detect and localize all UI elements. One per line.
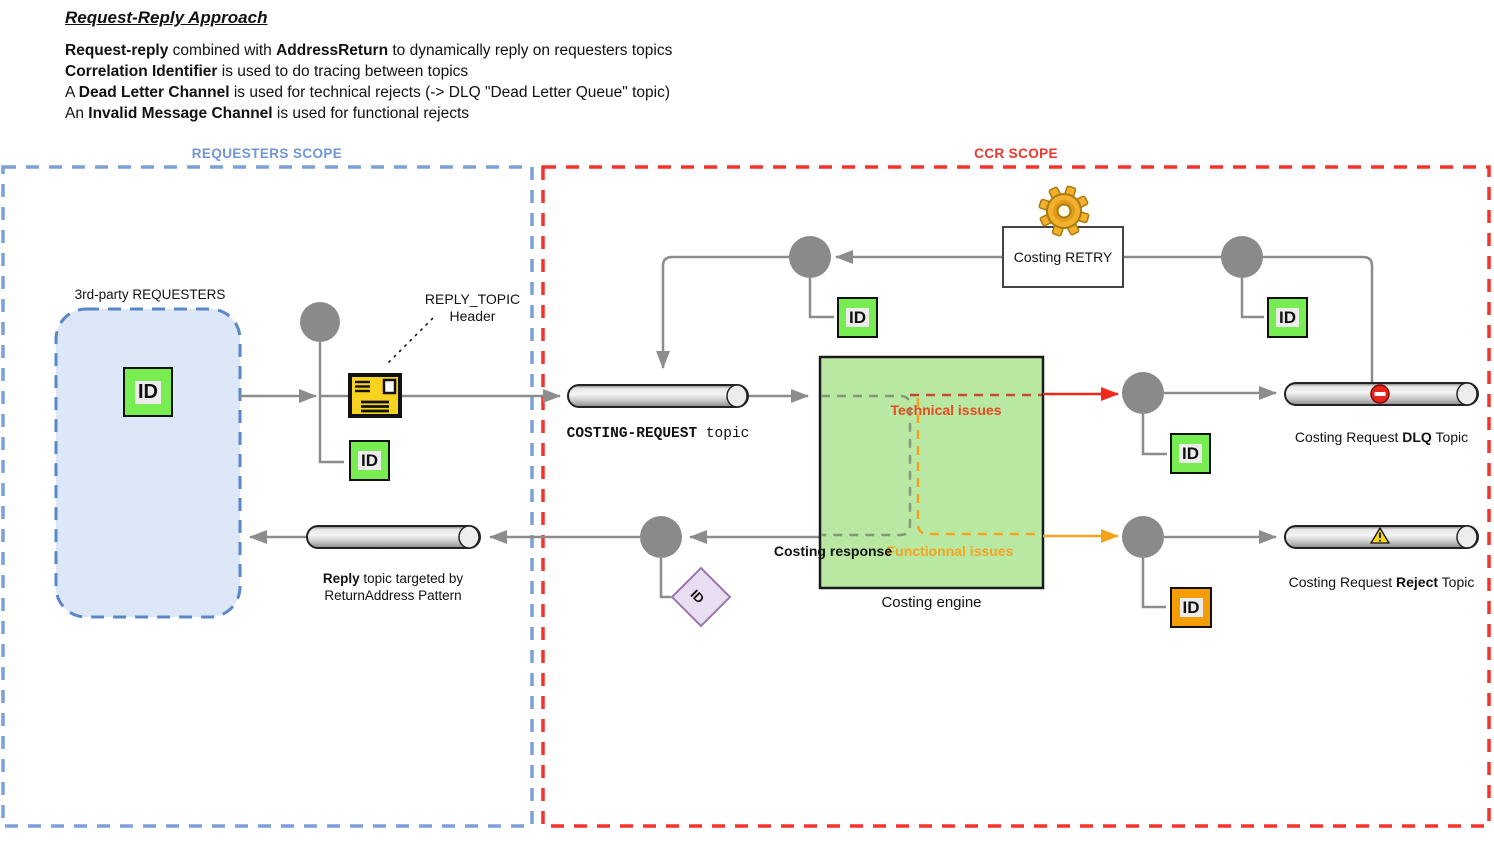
- junction-circle-dlq: [1122, 372, 1164, 414]
- reject-topic-label: [1285, 574, 1478, 590]
- header-line-4-bold: Invalid Message Channel: [88, 105, 273, 122]
- costing-retry-label: Costing RETRY: [1013, 249, 1113, 265]
- header-line-1: [65, 40, 965, 61]
- line-junction4-to-id: [1143, 414, 1167, 454]
- id-badge-retry-right: ID: [1267, 297, 1308, 338]
- reply-topic-label-line1: [293, 570, 493, 587]
- topic-cylinder-costing-request: [568, 385, 748, 407]
- line-junction1-to-id: [320, 342, 344, 462]
- header-line-3-text-1: A: [65, 84, 79, 101]
- line-retry-loop-down: [663, 257, 791, 368]
- id-badge-request: ID: [349, 440, 390, 481]
- id-badge-requester: ID: [123, 367, 173, 417]
- junction-circle-retry-right: [1221, 236, 1263, 278]
- header-line-3: [65, 82, 965, 103]
- junction-circle-reply: [640, 516, 682, 558]
- header-line-1-text-1: combined with: [168, 42, 277, 59]
- reply-topic-header-line1: REPLY_TOPIC: [424, 291, 521, 307]
- ccr-scope-label: CCR SCOPE: [974, 146, 1058, 161]
- dlq-topic-prefix: Costing Request: [1294, 429, 1403, 445]
- dlq-topic-suffix: Topic: [1431, 429, 1469, 445]
- header-line-2-text: is used to do tracing between topics: [217, 63, 469, 80]
- reply-topic-rest: topic targeted by: [359, 571, 464, 586]
- line-junction5-to-id: [1143, 558, 1166, 607]
- junction-circle-reject: [1122, 516, 1164, 558]
- requesters-container: [56, 309, 240, 617]
- header-line-4: [65, 103, 965, 124]
- costing-response-label: Costing response: [773, 543, 893, 559]
- header-line-1-text-2: to dynamically reply on requesters topics: [388, 42, 673, 59]
- header-line-4-text-1: An: [65, 105, 89, 122]
- line-junction3-to-id: [1242, 277, 1264, 317]
- junction-circle-requesters: [300, 302, 340, 342]
- requesters-scope-label: REQUESTERS SCOPE: [191, 146, 343, 161]
- functional-issues-label: Functionnal issues: [886, 543, 1014, 559]
- costing-engine-label: Costing engine: [881, 594, 982, 611]
- header-line-1-bold-2: AddressReturn: [276, 42, 389, 59]
- dlq-topic-label: [1285, 429, 1478, 445]
- header-line-2: [65, 61, 965, 82]
- page-title: Request-Reply Approach: [65, 8, 268, 27]
- reply-topic-header-label: [400, 291, 545, 325]
- header-line-1-bold-1: Request-reply: [65, 42, 169, 59]
- no-entry-icon: [1371, 385, 1389, 403]
- costing-request-topic-suffix: topic: [697, 426, 750, 442]
- technical-issues-label: Technical issues: [890, 402, 1002, 418]
- costing-request-topic-name: COSTING-REQUEST: [566, 426, 698, 442]
- id-badge-retry-left: ID: [837, 297, 878, 338]
- dlq-topic-bold: DLQ: [1402, 429, 1432, 445]
- reject-topic-suffix: Topic: [1438, 574, 1475, 590]
- line-junction2-to-id: [810, 277, 834, 317]
- reply-topic-header-line2: Header: [449, 308, 496, 324]
- reply-topic-label-line2: ReturnAddress Pattern: [324, 588, 462, 603]
- header-line-4-text-2: is used for functional rejects: [272, 105, 470, 122]
- topic-cylinder-reply: [307, 526, 480, 548]
- requesters-box-label: 3rd-party REQUESTERS: [74, 287, 226, 302]
- header-line-3-bold: Dead Letter Channel: [78, 84, 230, 101]
- reject-topic-bold: Reject: [1396, 574, 1439, 590]
- costing-request-topic-label: [548, 426, 768, 442]
- reject-topic-prefix: Costing Request: [1288, 574, 1397, 590]
- id-diamond-label: ID: [687, 586, 708, 607]
- reply-topic-bold: Reply: [322, 571, 360, 586]
- envelope-icon: [350, 375, 400, 416]
- header-line-2-bold: Correlation Identifier: [65, 63, 218, 80]
- reply-topic-label: [293, 570, 493, 604]
- junction-circle-retry-left: [789, 236, 831, 278]
- id-badge-dlq: ID: [1170, 433, 1211, 474]
- header-line-3-text-2: is used for technical rejects (-> DLQ "Dead Letter Queue" topic): [229, 84, 671, 101]
- id-badge-reject: ID: [1170, 587, 1212, 628]
- line-junction6-to-diamond: [661, 558, 671, 597]
